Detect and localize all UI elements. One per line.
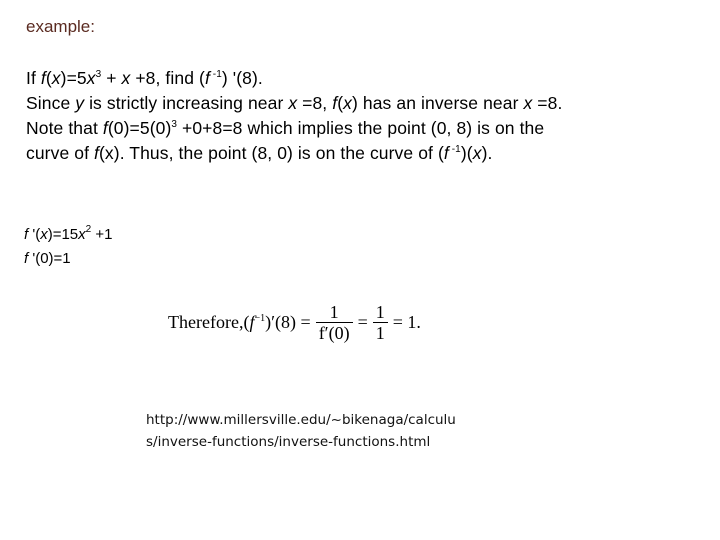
problem-line-2: Since y is strictly increasing near x =8, f(x) has an inverse near x =8. (26, 93, 563, 113)
problem-line-1: If $f(x)=5x^3 + x +8$, find (f $^{-1}$) '(8). (26, 68, 263, 88)
formula-result: = 1. (392, 312, 421, 332)
fraction-1: $\frac{1}{f'(0)}$ (316, 302, 353, 343)
source-url (146, 409, 456, 453)
heading: example: (26, 17, 95, 36)
derivative-line-2: f '(0)=1 (24, 250, 71, 267)
derivative-block (24, 223, 113, 271)
problem-paragraph (26, 66, 562, 166)
formula-equals: = (357, 312, 368, 332)
fraction-2: $\frac{1}{1}$ (373, 302, 388, 343)
source-url-line-2: s/inverse-functions/inverse-functions.html (146, 434, 431, 450)
formula-image (168, 302, 421, 343)
formula-lhs: $(f^{-1})'(8)$ = (243, 312, 311, 332)
derivative-line-1: f '$(x)=15x^2 +1$ (24, 224, 113, 243)
source-url-line-1: http://www.millersville.edu/~bikenaga/calculu (146, 412, 456, 428)
problem-line-4: curve of f(x). Thus, the point (8, 0) is on the curve of (f $^{-1}$)(x). (26, 143, 493, 163)
formula-lead: Therefore, (168, 312, 244, 332)
problem-line-3: Note that $f(0)=5(0)^3 +0+8=8$ which implies the point (0, 8) is on the (26, 118, 545, 138)
